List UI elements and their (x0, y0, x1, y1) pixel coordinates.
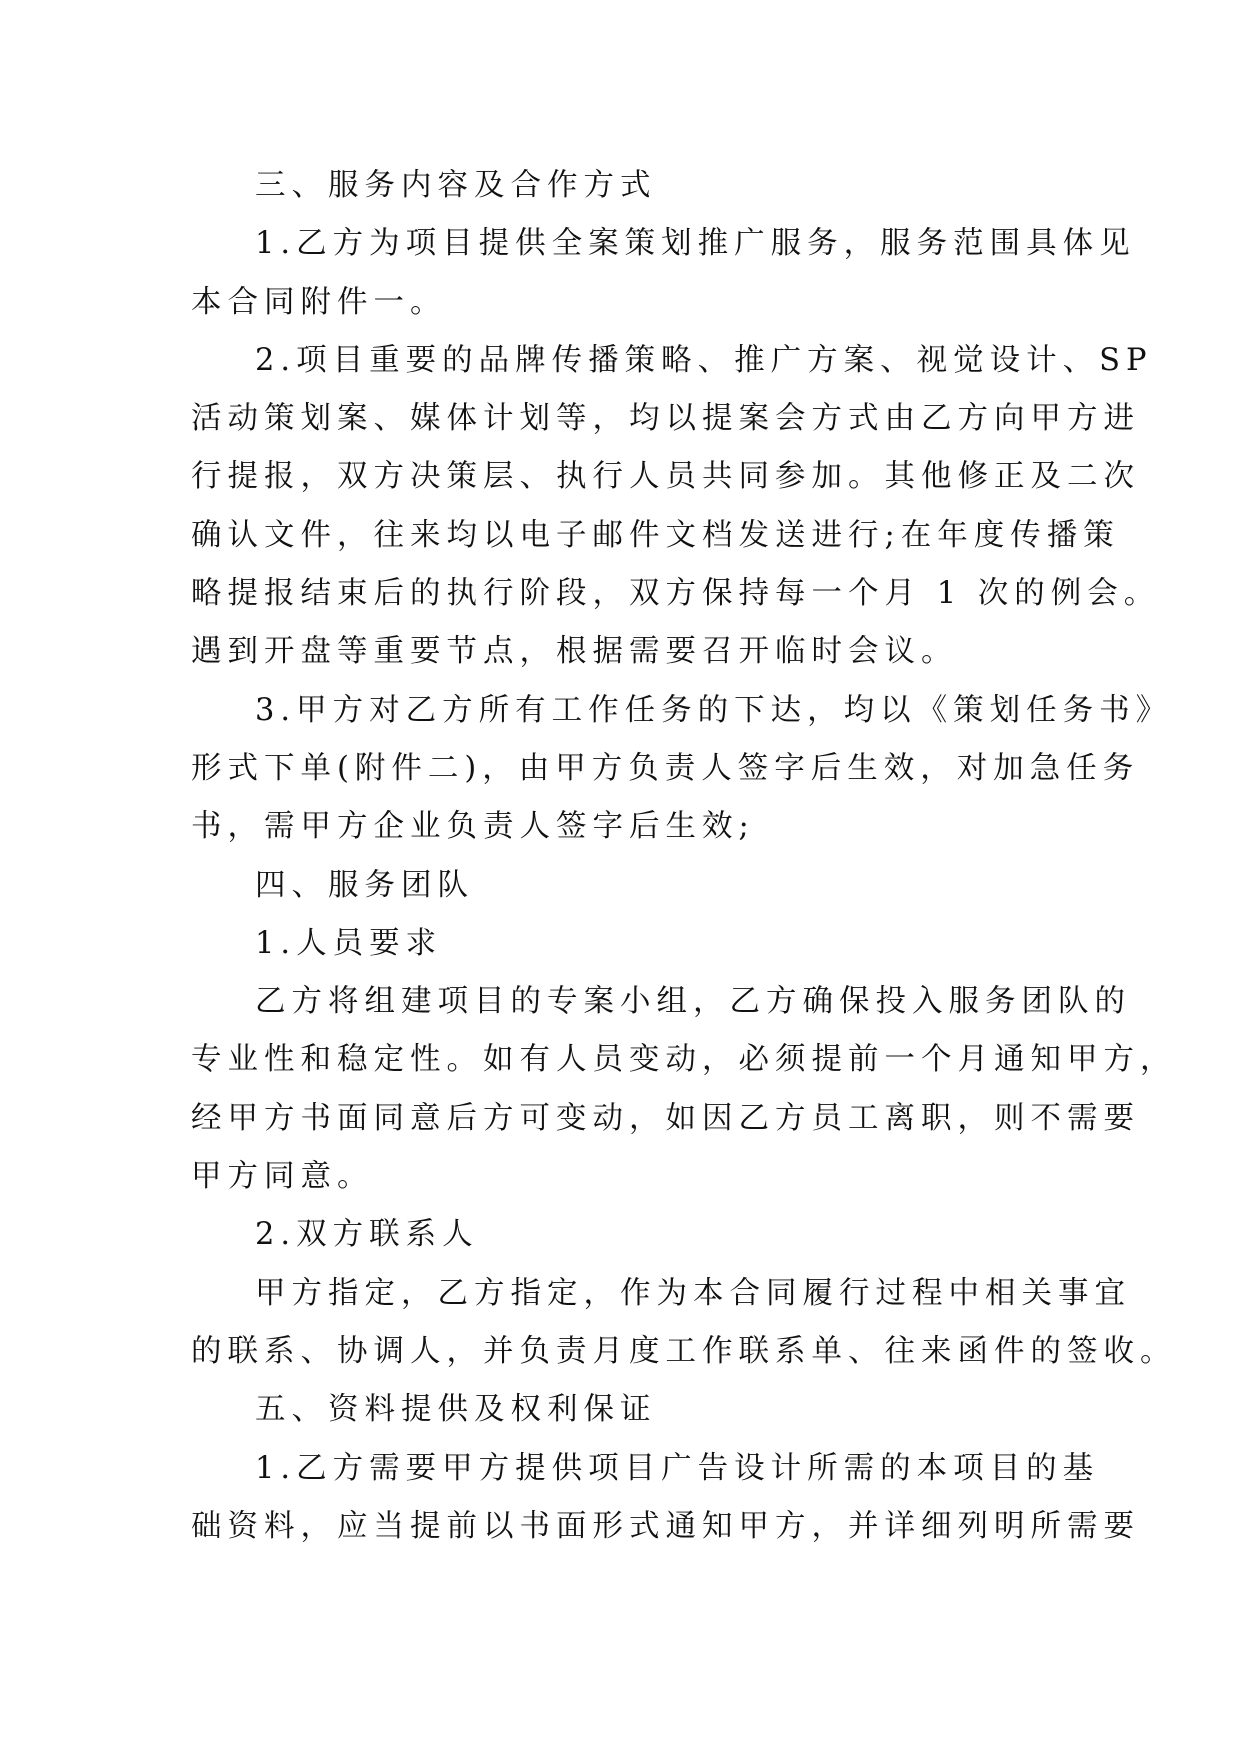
text-line: 略提报结束后的执行阶段，双方保持每一个月 1 次的例会。 (191, 576, 1161, 612)
text-line: 确认文件，往来均以电子邮件文档发送进行;在年度传播策 (191, 517, 1120, 553)
text-line: 遇到开盘等重要节点，根据需要召开临时会议。 (191, 634, 958, 670)
paragraph-4-1 (191, 973, 1177, 1206)
text-line: 乙方将组建项目的专案小组，乙方确保投入服务团队的 (255, 984, 1131, 1020)
text-line: 3.甲方对乙方所有工作任务的下达，均以《策划任务书》 (255, 692, 1173, 728)
document-body (191, 157, 1177, 1556)
text-line: 2.双方联系人 (255, 1217, 479, 1253)
paragraph-4-2 (191, 1265, 1177, 1382)
subheading-4-2 (191, 1206, 1051, 1264)
text-line: 甲方同意。 (191, 1159, 374, 1195)
text-line: 1.人员要求 (255, 925, 443, 961)
text-line: 三、服务内容及合作方式 (255, 168, 657, 203)
section-heading-3 (191, 157, 1051, 215)
text-line: 活动策划案、媒体计划等，均以提案会方式由乙方向甲方进 (191, 401, 1140, 437)
paragraph-3-2 (191, 332, 1161, 682)
paragraph-3-1 (191, 215, 1136, 332)
text-line: 形式下单(附件二)，由甲方负责人签字后生效，对加急任务 (191, 750, 1140, 786)
text-line: 经甲方书面同意后方可变动，如因乙方员工离职，则不需要 (191, 1100, 1140, 1136)
subheading-4-1 (191, 915, 1051, 973)
text-line: 本合同附件一。 (191, 284, 447, 320)
text-line: 2.项目重要的品牌传播策略、推广方案、视觉设计、SP (255, 342, 1153, 378)
text-line: 1.乙方需要甲方提供项目广告设计所需的本项目的基 (255, 1450, 1100, 1486)
paragraph-3-3 (191, 682, 1173, 857)
text-line: 四、服务团队 (255, 867, 474, 903)
text-line: 的联系、协调人，并负责月度工作联系单、往来函件的签收。 (191, 1333, 1177, 1369)
text-line: 专业性和稳定性。如有人员变动，必须提前一个月通知甲方， (191, 1042, 1177, 1078)
text-line: 行提报，双方决策层、执行人员共同参加。其他修正及二次 (191, 459, 1140, 495)
paragraph-5-1 (191, 1440, 1140, 1557)
section-heading-4 (191, 857, 1051, 915)
section-heading-5 (191, 1381, 1051, 1439)
text-line: 书，需甲方企业负责人签字后生效; (191, 809, 755, 845)
text-line: 甲方指定，乙方指定，作为本合同履行过程中相关事宜 (255, 1275, 1131, 1311)
text-line: 1.乙方为项目提供全案策划推广服务，服务范围具体见 (255, 226, 1136, 262)
text-line: 础资料，应当提前以书面形式通知甲方，并详细列明所需要 (191, 1508, 1140, 1544)
text-line: 五、资料提供及权利保证 (255, 1392, 657, 1428)
